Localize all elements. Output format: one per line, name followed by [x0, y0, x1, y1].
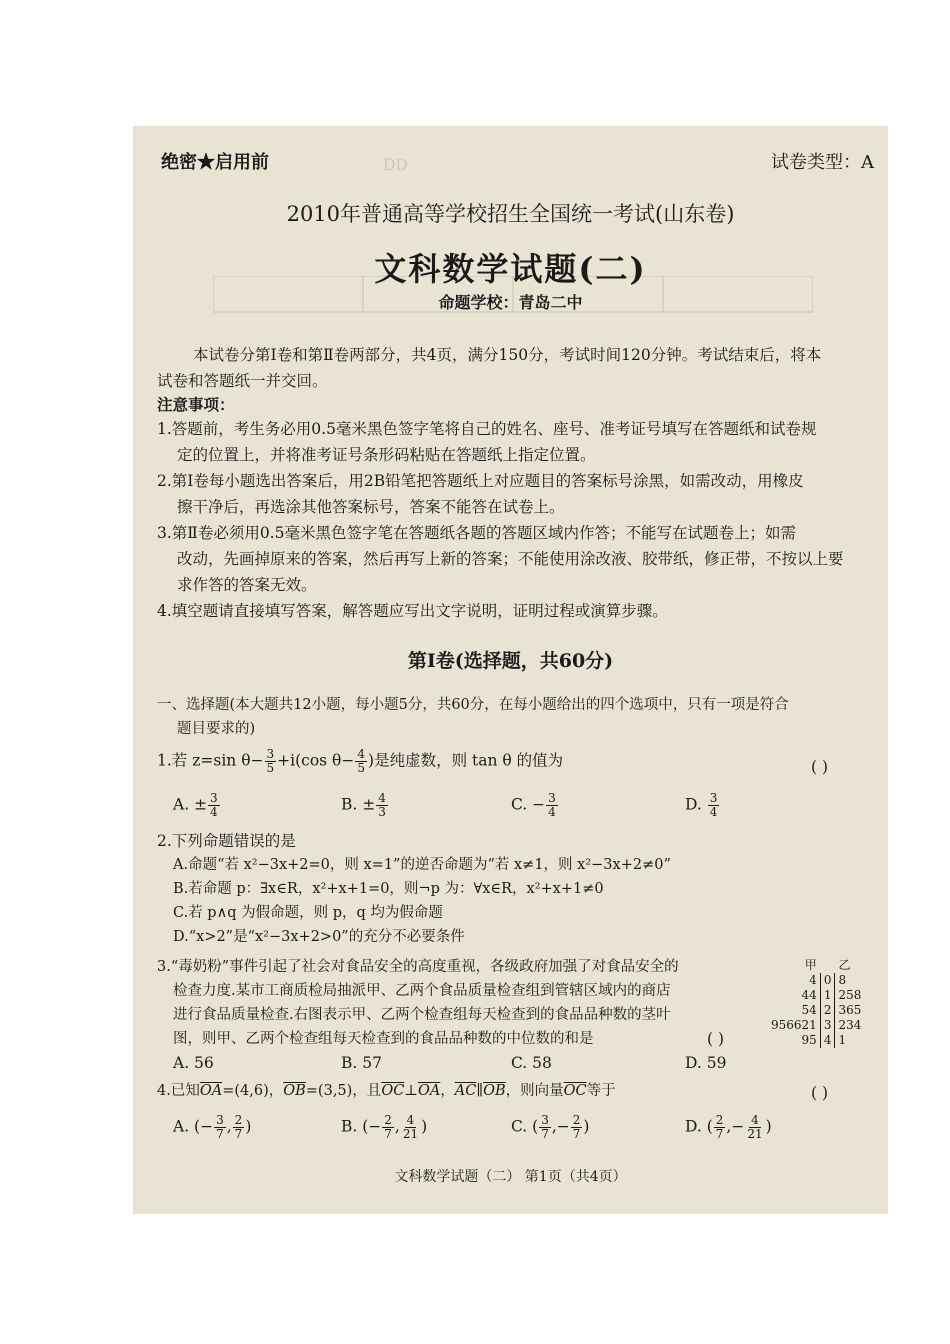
stem-leaf-row: 44 1 258	[801, 988, 862, 1002]
section-instr-line-1: 一、选择题(本大题共12小题，每小题5分，共60分，在每小题给出的四个选项中，只有一项是符合	[157, 697, 789, 713]
q4-option-b: B. (− $\frac{2}{7}$ , $\frac{4}{21}$ )	[341, 1113, 428, 1141]
stem-leaf-row: 4 0 8	[809, 973, 847, 987]
intro-line-2: 试卷和答题纸一并交回。	[157, 372, 328, 390]
intro-line-1: 本试卷分第Ⅰ卷和第Ⅱ卷两部分，共4页，满分150分，考试时间120分钟。考试结束后，将本	[193, 346, 822, 364]
q1-frac-1: $\frac{3}{5}$	[266, 747, 275, 775]
section-title: 第Ⅰ卷(选择题，共60分)	[407, 650, 614, 672]
note-3-line-2: 改动，先画掉原来的答案，然后再写上新的答案；不能使用涂改液、胶带纸，修正带，不按以上要	[177, 550, 844, 568]
subject-title: 文科数学试题(二)	[374, 250, 647, 288]
q3-answer-paren: ( )	[707, 1030, 725, 1048]
note-3-line-1: 3.第Ⅱ卷必须用0.5毫米黑色签字笔在答题纸各题的答题区域内作答；不能写在试题卷上；如需	[157, 524, 796, 542]
q1-stem: 1.若 z=sin θ− $\frac{3}{5}$ +i(cos θ− $\frac{4}{5}$ )是纯虚数，则 tan θ 的值为	[157, 747, 564, 775]
q1-frac-2: $\frac{4}{5}$	[357, 747, 366, 775]
page-footer: 文科数学试题（二） 第1页（共4页）	[394, 1169, 627, 1185]
note-2-line-2: 擦干净后，再选涂其他答案标号，答案不能答在试卷上。	[177, 498, 565, 516]
q3-option-a: A. 56	[173, 1054, 214, 1072]
note-1-line-2: 定的位置上，并将准考证号条形码粘贴在答题纸上指定位置。	[177, 446, 596, 464]
stem-leaf-row: 95 4 1	[801, 1033, 847, 1047]
q4-answer-paren: ( )	[811, 1084, 829, 1102]
secret-label: 绝密★启用前	[161, 152, 269, 173]
exam-page	[133, 126, 888, 1214]
q4-option-a: A. (− $\frac{3}{7}$ , $\frac{2}{7}$ )	[173, 1113, 252, 1141]
q1-option-a: A. ± $\frac{3}{4}$	[173, 791, 218, 819]
q3-line-2: 检查力度.某市工商质检局抽派甲、乙两个食品质量检查组到管辖区域内的商店	[173, 983, 671, 999]
q3-option-b: B. 57	[341, 1054, 382, 1072]
q1-option-d: D. $\frac{3}{4}$	[685, 791, 718, 819]
q3-line-4: 图，则甲、乙两个检查组每天检查到的食品品种数的中位数的和是	[173, 1031, 594, 1047]
stem-leaf-row: 54 2 365	[801, 1003, 862, 1017]
bleed-through-text: DD	[383, 156, 408, 174]
q4-option-d: D. ( $\frac{2}{7}$ ,− $\frac{4}{21}$ )	[685, 1113, 772, 1141]
stem-leaf-label-b: 乙	[838, 958, 851, 972]
q3-option-d: D. 59	[685, 1054, 727, 1072]
q3-line-1: 3.“毒奶粉”事件引起了社会对食品安全的高度重视，各级政府加强了对食品安全的	[157, 959, 679, 975]
q3-line-3: 进行食品质量检查.右图表示甲、乙两个检查组每天检查到的食品品种数的茎叶	[173, 1007, 671, 1023]
q2-option-c: C.若 p∧q 为假命题，则 p，q 均为假命题	[173, 905, 443, 921]
stem-leaf-row: 956621 3 234	[771, 1018, 862, 1032]
note-2-line-1: 2.第Ⅰ卷每小题选出答案后，用2B铅笔把答题纸上对应题目的答案标号涂黑，如需改动，用橡皮	[157, 472, 804, 490]
exam-title: 2010年普通高等学校招生全国统一考试(山东卷)	[286, 202, 735, 226]
q4-option-c: C. ( $\frac{3}{7}$ ,− $\frac{2}{7}$ )	[511, 1113, 590, 1141]
q1-answer-paren: ( )	[811, 758, 829, 776]
note-3-line-3: 求作答的答案无效。	[177, 576, 317, 594]
q2-option-b: B.若命题 p：∃x∈R，x²+x+1=0，则¬p 为：∀x∈R，x²+x+1≠0	[173, 881, 604, 897]
q2-option-a: A.命题“若 x²−3x+2=0，则 x=1”的逆否命题为“若 x≠1，则 x²−3x+2≠0”	[173, 857, 671, 873]
paper-type-label: 试卷类型：A	[771, 152, 874, 173]
stem-leaf-label-a: 甲	[804, 958, 817, 972]
notes-heading: 注意事项：	[157, 395, 235, 414]
q4-stem: 4.已知$\overline{OA}=(4,6)$，$\overline{OB}=(3,5)$，且$\overline{OC}\perp\overline{OA}$，$\overline{AC}\parallel\overline{OB}$，则向量$\overline{OC}$等于	[157, 1083, 616, 1099]
q2-option-d: D.“x>2”是“x²−3x+2>0”的充分不必要条件	[173, 929, 465, 945]
note-4-line-1: 4.填空题请直接填写答案，解答题应写出文字说明，证明过程或演算步骤。	[157, 602, 668, 620]
q3-option-c: C. 58	[511, 1054, 552, 1072]
note-1-line-1: 1.答题前，考生务必用0.5毫米黑色签字笔将自己的姓名、座号、准考证号填写在答题纸和试卷规	[157, 420, 817, 438]
section-instr-line-2: 题目要求的)	[177, 721, 256, 737]
school-label: 命题学校：青岛二中	[438, 293, 583, 312]
q1-option-b: B. ± $\frac{4}{3}$	[341, 791, 386, 819]
stem-leaf-plot	[768, 958, 864, 1048]
q2-stem: 2.下列命题错误的是	[157, 832, 296, 850]
q1-option-c: C. − $\frac{3}{4}$	[511, 791, 556, 819]
